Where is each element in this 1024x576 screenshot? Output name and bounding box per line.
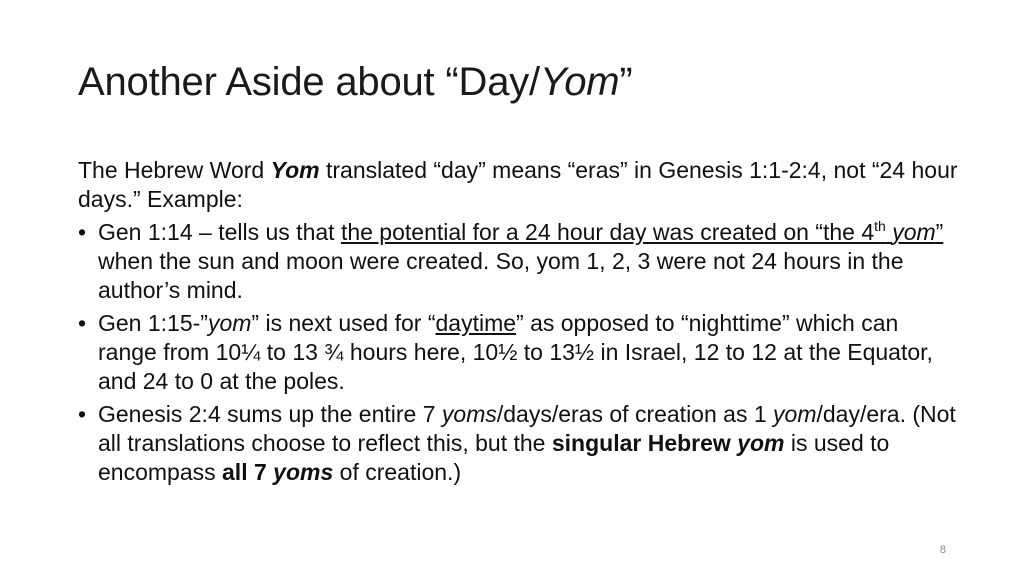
title-end: ” bbox=[619, 60, 633, 104]
bullet-2-daytime: daytime bbox=[435, 310, 517, 336]
bullet-genesis-2-4 bbox=[78, 400, 958, 487]
bullet-3-yom: yom bbox=[773, 401, 817, 427]
bullet-3-yoms: yoms bbox=[441, 401, 497, 427]
bullet-3-bold-2 bbox=[222, 459, 333, 485]
bullet-2-text-rest: ” as opposed to “nighttime” which can range from 10¼ to 13 ¾ hours here, 10½ to 13½ in Israel, 12 to 12 at the Equator, and 24 to 0 at the poles. bbox=[98, 310, 933, 394]
bullet-3-bold-yoms: yoms bbox=[273, 459, 334, 485]
slide-body bbox=[78, 156, 958, 487]
bullet-3-text-end: of creation.) bbox=[333, 459, 462, 485]
bullet-3-text-2: /days/eras of creation as 1 bbox=[496, 401, 774, 427]
slide-title bbox=[78, 60, 633, 105]
bullet-2-yom: yom bbox=[207, 310, 252, 336]
page-number: 8 bbox=[939, 544, 946, 556]
bullet-3-singular: singular Hebrew bbox=[551, 430, 738, 456]
title-italic: Yom bbox=[539, 60, 620, 104]
bullet-3-bold-yom: yom bbox=[737, 430, 785, 456]
bullet-1-underlined bbox=[341, 219, 943, 245]
bullet-1-u1: the potential for a 24 hour day was created on “the 4 bbox=[340, 219, 875, 245]
bullet-dot: • bbox=[78, 401, 87, 427]
bullet-1-text: Gen 1:14 – tells us that bbox=[98, 219, 341, 245]
bullet-dot: • bbox=[78, 310, 87, 336]
bullet-3-all7: all 7 bbox=[222, 459, 274, 485]
bullet-2-text: Gen 1:15-” bbox=[98, 310, 208, 336]
bullet-3-text: Genesis 2:4 sums up the entire 7 bbox=[98, 401, 442, 427]
bullet-3-text-4: is used to encompass bbox=[98, 430, 890, 485]
bullet-2-text-2: ” is next used for “ bbox=[251, 310, 436, 336]
bullet-3-bold-1 bbox=[552, 430, 785, 456]
bullet-1-text-rest: when the sun and moon were created. So, yom 1, 2, 3 were not 24 hours in the author’s mind. bbox=[98, 248, 904, 303]
intro-text-rest: translated “day” means “eras” in Genesis 1:1-2:4, not “24 hour days.” Example: bbox=[78, 157, 958, 212]
title-text: Another Aside about “Day/ bbox=[78, 60, 540, 104]
bullet-3-text-3: /day/era. (Not all translations choose to reflect this, but the bbox=[98, 401, 956, 456]
bullet-gen-1-15 bbox=[78, 309, 958, 396]
bullet-1-sup: th bbox=[874, 218, 886, 234]
bullet-1-yom: yom bbox=[892, 219, 936, 245]
intro-text: The Hebrew Word bbox=[78, 157, 271, 183]
bullet-dot: • bbox=[78, 219, 87, 245]
bullet-1-u4: ” bbox=[935, 219, 944, 245]
bullet-gen-1-14 bbox=[78, 218, 958, 305]
intro-yom: Yom bbox=[270, 157, 320, 183]
intro-paragraph bbox=[78, 156, 958, 214]
